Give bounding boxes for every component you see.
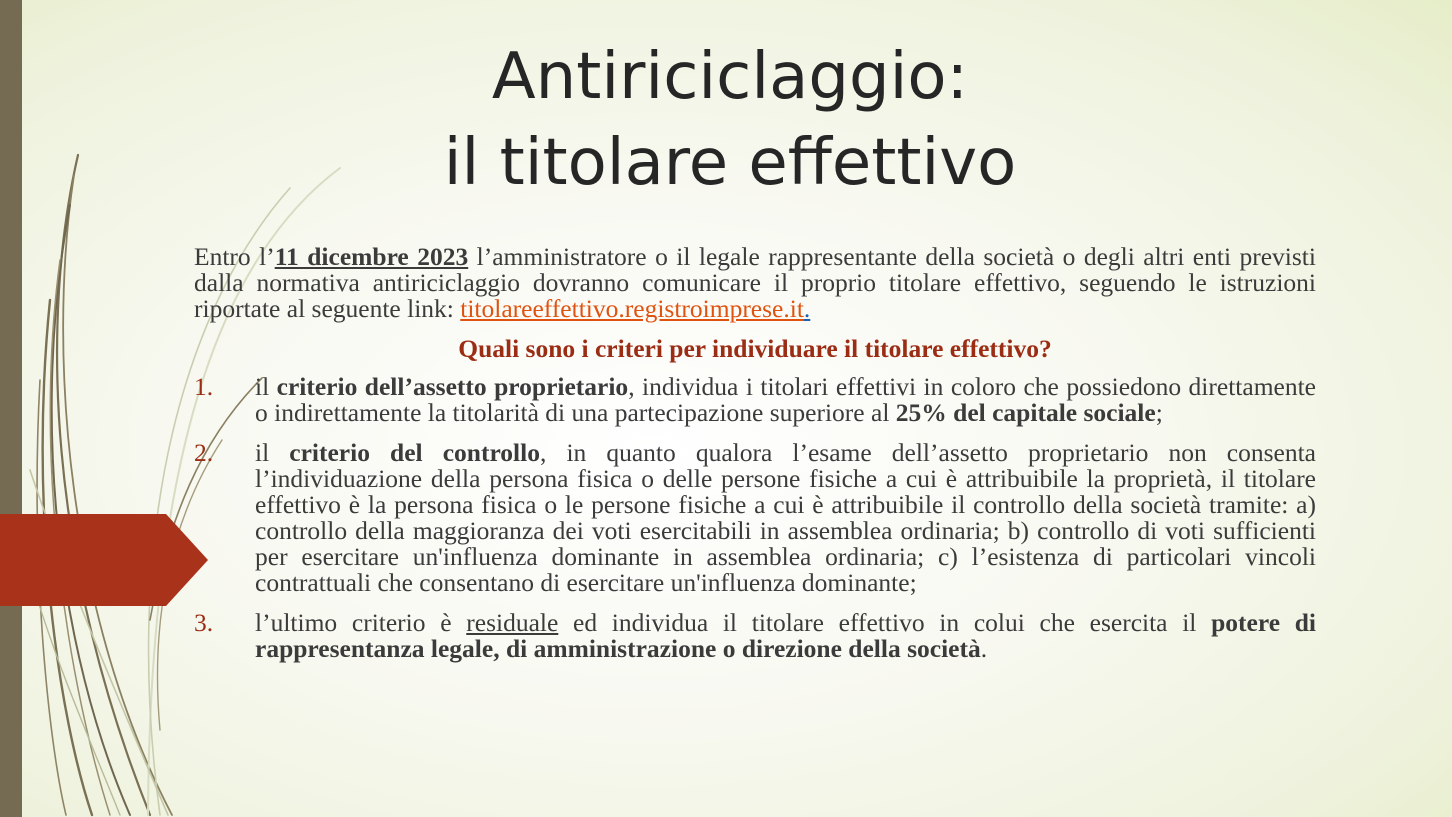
criteria-question: Quali sono i criteri per individuare il titolare effettivo?	[458, 334, 1052, 363]
criterion-item-3	[194, 610, 1316, 662]
slide-body	[194, 244, 1316, 676]
intro-text-after-date: l’amministratore o il legale rappresentante della società o degli altri enti previsti dalla normativa antiriciclaggio dovranno comunicare il proprio titolare effettivo, seguendo le istruzioni riportate al seguente link:	[194, 242, 1316, 323]
criterion-bold-text: criterio del controllo	[289, 438, 540, 467]
title-line-2: il titolare effettivo	[443, 126, 1017, 200]
criterion-bold-text: 25% del capitale sociale	[895, 398, 1156, 427]
criterion-number: 3.	[194, 608, 214, 637]
criterion-text: l’ultimo criterio è	[255, 608, 467, 637]
criterion-text: il	[255, 438, 290, 467]
deadline-date: 11 dicembre 2023	[274, 242, 469, 271]
intro-text-before-date: Entro l’	[194, 242, 275, 271]
criterion-text: , in quanto qualora l’esame dell’assetto proprietario non consenta l’individuazione della persona fisica o delle persone fisiche a cui è attribuibile la proprietà, il titolare effettivo è la persona fisica o le persone fisiche a cui è attribuibile il controllo della società tramite: a) controllo della maggioranza dei voti esercitabili in assemblea ordinaria; b) controllo di voti sufficienti per esercitare un'influenza dominante in assemblea ordinaria; c) l’esistenza di particolari vincoli contrattuali che consentano di esercitare un'influenza dominante;	[255, 438, 1317, 597]
criterion-text: il	[255, 372, 277, 401]
criterion-item-1	[194, 374, 1316, 426]
title-line-1: Antiriciclaggio:	[491, 40, 969, 114]
criterion-text: , individua i titolari effettivi in coloro che possiedono direttamente o indirettamente la titolarità di una partecipazione superiore al	[255, 372, 1316, 427]
arrow-banner-shape	[0, 514, 210, 606]
criterion-bold-text: potere di rappresentanza legale, di amministrazione o direzione della società	[255, 608, 1317, 663]
criterion-number: 1.	[194, 372, 214, 401]
criterion-bold-text: criterio dell’assetto proprietario	[276, 372, 629, 401]
criterion-text: ed individua il titolare effettivo in colui che esercita il	[558, 608, 1212, 637]
criteria-list	[194, 374, 1316, 662]
criterion-item-2	[194, 440, 1316, 596]
link-end-period: .	[803, 294, 811, 323]
intro-paragraph	[194, 244, 1316, 322]
criterion-number: 2.	[194, 438, 214, 467]
registry-link[interactable]: titolareeffettivo.registroimprese.it	[460, 294, 804, 323]
criterion-text: .	[980, 634, 988, 663]
slide-title	[300, 34, 1160, 206]
criterion-text: ;	[1155, 398, 1163, 427]
criterion-underlined-text: residuale	[466, 608, 559, 637]
